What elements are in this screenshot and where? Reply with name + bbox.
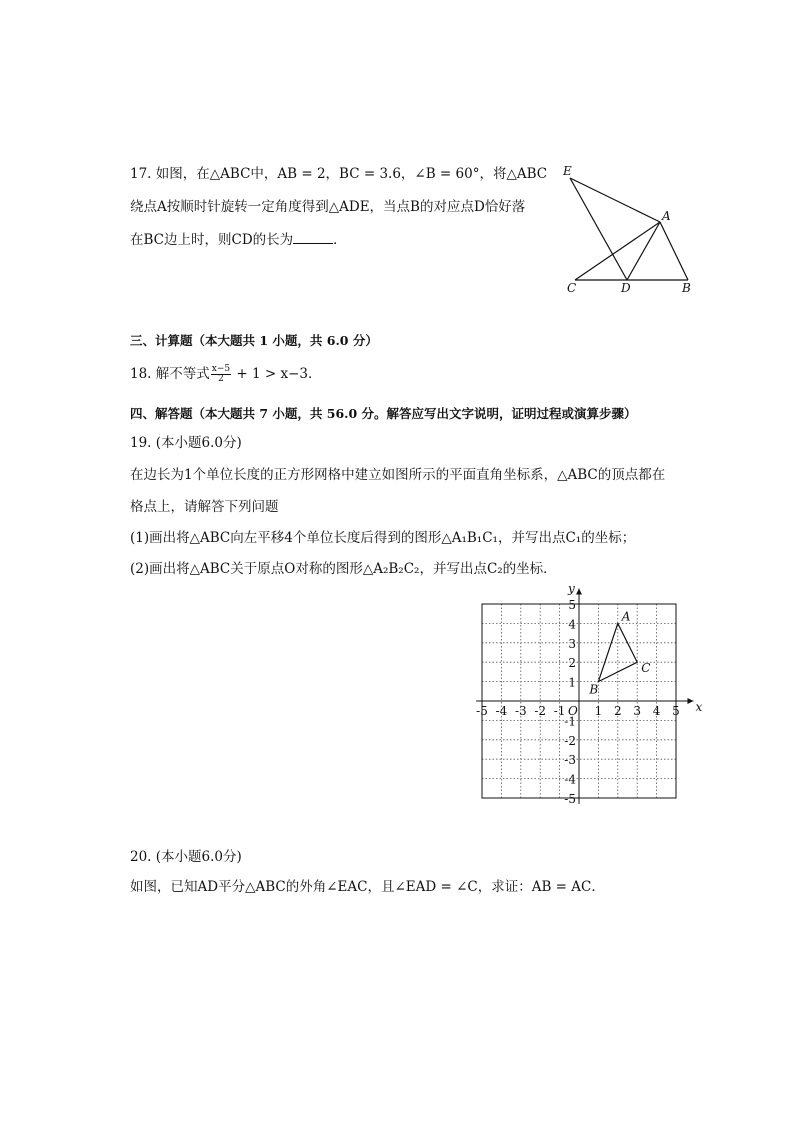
x-tick-label: 4 <box>652 704 661 718</box>
q19-line-2: 格点上，请解答下列问题 <box>130 499 279 515</box>
point-label-c: C <box>567 281 577 295</box>
x-tick-label: 3 <box>633 704 642 718</box>
q17-line-3-text: 在BC边上时，则CD的长为 <box>130 232 294 248</box>
q17-line-3 <box>130 229 347 250</box>
vertex-label-b: B <box>589 682 599 697</box>
q19-line-1: 在边长为1个单位长度的正方形网格中建立如图所示的平面直角坐标系，△ABC的顶点都在 <box>130 467 666 483</box>
q19-part-1: (1)画出将△ABC向左平移4个单位长度后得到的图形△A₁B₁C₁，并写出点C₁的坐标； <box>130 530 636 546</box>
fraction-denominator: 2 <box>218 374 224 384</box>
segment-ca <box>575 222 660 280</box>
q18-suffix: + 1 > x−3． <box>232 366 322 382</box>
q20-line-1: 如图，已知AD平分△ABC的外角∠EAC，且∠EAD = ∠C，求证：AB = AC． <box>130 879 605 895</box>
segment-ab <box>660 222 688 280</box>
y-tick-label: -5 <box>564 792 576 806</box>
x-tick-label: -5 <box>476 704 488 718</box>
x-tick-label: -3 <box>514 704 527 718</box>
y-tick-label: 3 <box>568 636 576 651</box>
point-label-d: D <box>621 281 631 295</box>
y-tick-label: 5 <box>568 598 576 612</box>
q19-part-2: (2)画出将△ABC关于原点O对称的图形△A₂B₂C₂，并写出点C₂的坐标． <box>130 561 557 577</box>
y-tick-label: 2 <box>568 656 576 671</box>
x-axis-label: x <box>695 700 703 714</box>
x-tick-label: 5 <box>672 704 680 718</box>
q17-line-1: 17. 如图，在△ABC中，AB = 2，BC = 3.6，∠B = 60°，将△ABC <box>130 166 548 182</box>
point-label-e: E <box>563 164 572 178</box>
y-axis-arrow <box>576 588 582 594</box>
segment-ea <box>570 178 660 222</box>
section-4-heading: 四、解答题（本大题共 7 小题，共 56.0 分。解答应写出文字说明，证明过程或演算步骤） <box>130 406 637 421</box>
x-tick-label: 1 <box>594 704 603 718</box>
y-tick-label: -2 <box>564 733 576 748</box>
q18-prefix: 18. 解不等式 <box>130 366 210 382</box>
y-tick-label: 4 <box>568 617 576 632</box>
x-axis-arrow <box>687 698 693 704</box>
x-tick-label: -1 <box>553 704 566 718</box>
point-label-a: A <box>662 209 671 223</box>
y-tick-label: -3 <box>564 753 576 768</box>
y-tick-label: -4 <box>564 772 576 787</box>
q18-fraction <box>211 365 231 384</box>
q17-line-3-end: ． <box>333 232 347 248</box>
x-tick-label: 2 <box>613 704 622 718</box>
x-tick-label: -2 <box>534 704 547 718</box>
segment-ed <box>570 178 627 280</box>
y-tick-label: -1 <box>564 714 576 729</box>
point-label-b: B <box>682 281 691 295</box>
section-3-heading: 三、计算题（本大题共 1 小题，共 6.0 分） <box>130 333 378 348</box>
q20-header: 20. (本小题6.0分) <box>130 849 242 865</box>
vertex-label-a: A <box>621 609 631 624</box>
y-axis-label: y <box>568 581 575 596</box>
q17-triangle-figure <box>555 160 705 300</box>
coordinate-grid <box>470 581 703 810</box>
q18-line <box>130 364 322 384</box>
origin-label: O <box>568 704 578 718</box>
y-tick-label: 1 <box>568 675 576 690</box>
fraction-numerator: x−5 <box>211 364 231 374</box>
q19-header: 19. (本小题6.0分) <box>130 435 242 451</box>
answer-blank <box>293 229 333 244</box>
x-tick-label: -4 <box>495 704 508 718</box>
q17-line-2: 绕点A按顺时针旋转一定角度得到△ADE，当点B的对应点D恰好落 <box>130 199 526 215</box>
vertex-label-c: C <box>641 661 651 676</box>
segment-ad <box>627 222 660 280</box>
